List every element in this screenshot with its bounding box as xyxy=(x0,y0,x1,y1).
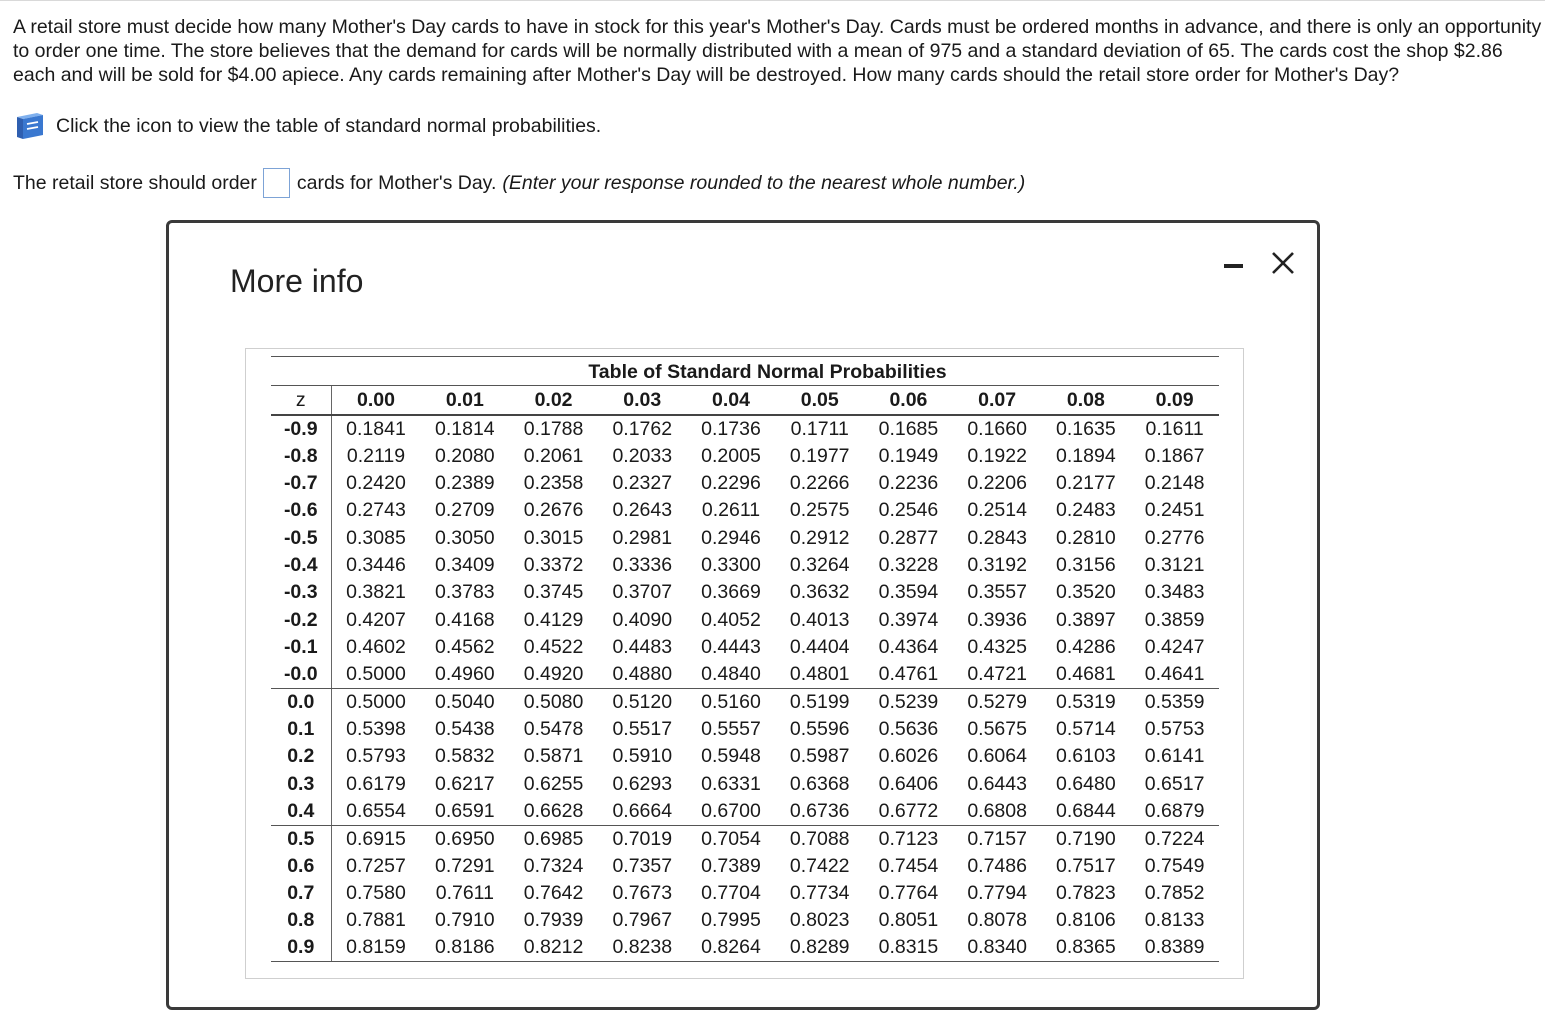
probability-cell: 0.6985 xyxy=(523,827,584,850)
probability-cell: 0.6517 xyxy=(1144,772,1205,795)
probability-cell: 0.7357 xyxy=(612,854,673,877)
row-z-value: -0.0 xyxy=(271,661,331,688)
probability-cell: 0.3446 xyxy=(346,553,406,576)
probability-cell: 0.2358 xyxy=(523,471,584,494)
probability-cell: 0.5359 xyxy=(1144,690,1205,713)
probability-cell: 0.2296 xyxy=(701,471,761,494)
probability-cell: 0.7642 xyxy=(523,882,584,905)
row-z-value: 0.5 xyxy=(271,825,331,852)
probability-cell: 0.4522 xyxy=(523,635,584,658)
probability-cell: 0.6480 xyxy=(1056,772,1116,795)
probability-cell: 0.4404 xyxy=(789,635,850,658)
row-z-value: 0.7 xyxy=(271,880,331,907)
probability-cell: 0.3897 xyxy=(1056,608,1116,631)
probability-cell: 0.1736 xyxy=(701,417,761,440)
probability-cell: 0.7389 xyxy=(701,854,761,877)
probability-cell: 0.6443 xyxy=(967,772,1027,795)
probability-cell: 0.7549 xyxy=(1144,854,1205,877)
probability-cell: 0.6293 xyxy=(612,772,673,795)
probability-cell: 0.6141 xyxy=(1144,745,1205,768)
probability-cell: 0.2776 xyxy=(1144,526,1205,549)
probability-cell: 0.3859 xyxy=(1144,608,1205,631)
column-header-z: z xyxy=(271,386,331,415)
probability-cell: 0.2611 xyxy=(701,499,761,522)
probability-cell: 0.7019 xyxy=(612,827,673,850)
table-row xyxy=(271,907,1219,934)
row-z-value: -0.6 xyxy=(271,497,331,524)
probability-cell: 0.4325 xyxy=(967,635,1027,658)
close-icon[interactable] xyxy=(1268,248,1298,278)
probability-cell: 0.6179 xyxy=(346,772,406,795)
probability-cell: 0.5319 xyxy=(1056,690,1116,713)
more-info-dialog xyxy=(166,220,1320,1010)
probability-cell: 0.5438 xyxy=(435,717,495,740)
probability-cell: 0.8212 xyxy=(509,935,598,962)
probability-cell: 0.8051 xyxy=(878,909,939,932)
probability-cell: 0.2033 xyxy=(612,444,673,467)
probability-cell: 0.5080 xyxy=(523,690,584,713)
probability-cell: 0.6026 xyxy=(878,745,939,768)
probability-cell: 0.7764 xyxy=(878,882,939,905)
probability-cell: 0.2061 xyxy=(523,444,584,467)
probability-cell: 0.2451 xyxy=(1144,499,1205,522)
probability-cell: 0.1841 xyxy=(346,417,406,440)
column-header: 0.04 xyxy=(687,386,776,415)
probability-cell: 0.1685 xyxy=(878,417,939,440)
probability-cell: 0.4129 xyxy=(523,608,584,631)
probability-cell: 0.1949 xyxy=(878,444,939,467)
table-row xyxy=(271,880,1219,907)
probability-cell: 0.2546 xyxy=(878,499,939,522)
column-header: 0.06 xyxy=(864,386,953,415)
table-row xyxy=(271,661,1219,688)
probability-cell: 0.3669 xyxy=(701,581,761,604)
column-header: 0.01 xyxy=(420,386,509,415)
probability-cell: 0.4168 xyxy=(435,608,495,631)
row-z-value: -0.7 xyxy=(271,470,331,497)
probability-cell: 0.7054 xyxy=(701,827,761,850)
probability-cell: 0.5239 xyxy=(878,690,939,713)
probability-cell: 0.3821 xyxy=(346,581,406,604)
column-header: 0.09 xyxy=(1130,386,1219,415)
probability-cell: 0.4960 xyxy=(420,661,509,688)
table-row xyxy=(271,853,1219,880)
table-header-row xyxy=(271,386,1219,415)
probability-cell: 0.7190 xyxy=(1056,827,1116,850)
row-z-value: 0.9 xyxy=(271,935,331,962)
probability-cell: 0.4801 xyxy=(775,661,864,688)
row-z-value: 0.3 xyxy=(271,770,331,797)
probability-cell: 0.3783 xyxy=(435,581,495,604)
probability-cell: 0.5675 xyxy=(967,717,1027,740)
probability-cell: 0.5517 xyxy=(612,717,673,740)
probability-cell: 0.6915 xyxy=(346,827,406,850)
probability-cell: 0.6217 xyxy=(435,772,495,795)
probability-cell: 0.4207 xyxy=(346,608,406,631)
table-row xyxy=(271,524,1219,551)
question-text xyxy=(13,15,1545,87)
probability-cell: 0.7123 xyxy=(878,827,939,850)
probability-cell: 0.2005 xyxy=(701,444,761,467)
probability-cell: 0.8264 xyxy=(687,935,776,962)
probability-cell: 0.8159 xyxy=(331,935,420,962)
probability-cell: 0.7967 xyxy=(612,909,673,932)
probability-cell: 0.5000 xyxy=(331,661,420,688)
probability-cell: 0.5793 xyxy=(346,745,406,768)
probability-cell: 0.7580 xyxy=(346,882,406,905)
probability-cell: 0.8389 xyxy=(1130,935,1219,962)
probability-cell: 0.2327 xyxy=(612,471,673,494)
probability-cell: 0.8315 xyxy=(864,935,953,962)
probability-cell: 0.4641 xyxy=(1130,661,1219,688)
answer-suffix: cards for Mother's Day. xyxy=(296,171,497,194)
table-row xyxy=(271,798,1219,825)
probability-cell: 0.8340 xyxy=(953,935,1042,962)
column-header: 0.02 xyxy=(509,386,598,415)
probability-cell: 0.3156 xyxy=(1056,553,1116,576)
probability-cell: 0.3085 xyxy=(346,526,406,549)
book-icon[interactable] xyxy=(13,111,46,141)
probability-cell: 0.3264 xyxy=(789,553,850,576)
probability-cell: 0.2843 xyxy=(967,526,1027,549)
probability-cell: 0.7224 xyxy=(1144,827,1205,850)
probability-cell: 0.3483 xyxy=(1144,581,1205,604)
probability-cell: 0.3594 xyxy=(878,581,939,604)
probability-cell: 0.2177 xyxy=(1056,471,1116,494)
probability-cell: 0.6103 xyxy=(1056,745,1116,768)
probability-cell: 0.1977 xyxy=(789,444,850,467)
probability-cell: 0.6808 xyxy=(953,798,1042,825)
close-button[interactable] xyxy=(1268,248,1298,278)
probability-cell: 0.8078 xyxy=(967,909,1027,932)
probability-cell: 0.3121 xyxy=(1144,553,1205,576)
probability-cell: 0.1711 xyxy=(790,417,849,440)
probability-cell: 0.5832 xyxy=(435,745,495,768)
probability-cell: 0.7486 xyxy=(967,854,1027,877)
table-info-link[interactable] xyxy=(13,111,601,141)
probability-cell: 0.1611 xyxy=(1145,417,1204,440)
row-z-value: 0.8 xyxy=(271,907,331,934)
probability-cell: 0.7422 xyxy=(789,854,850,877)
probability-cell: 0.6368 xyxy=(789,772,850,795)
probability-cell: 0.5910 xyxy=(612,745,673,768)
minimize-icon[interactable] xyxy=(1224,264,1243,268)
probability-cell: 0.7611 xyxy=(435,882,494,905)
row-z-value: 0.1 xyxy=(271,716,331,743)
row-z-value: 0.0 xyxy=(271,688,331,715)
probability-cell: 0.6664 xyxy=(598,798,687,825)
probability-cell: 0.2080 xyxy=(435,444,495,467)
probability-cell: 0.2877 xyxy=(878,526,939,549)
probability-cell: 0.6950 xyxy=(435,827,495,850)
column-header: 0.00 xyxy=(331,386,420,415)
probability-cell: 0.2148 xyxy=(1144,471,1205,494)
probability-cell: 0.5753 xyxy=(1144,717,1205,740)
column-header: 0.03 xyxy=(598,386,687,415)
probability-cell: 0.6736 xyxy=(775,798,864,825)
probability-cell: 0.1660 xyxy=(967,417,1027,440)
probability-cell: 0.4247 xyxy=(1144,635,1205,658)
probability-cell: 0.3632 xyxy=(789,581,850,604)
top-divider xyxy=(0,0,1545,1)
probability-cell: 0.5596 xyxy=(789,717,850,740)
probability-cell: 0.2709 xyxy=(435,499,495,522)
probability-cell: 0.3557 xyxy=(967,581,1027,604)
column-header: 0.07 xyxy=(953,386,1042,415)
probability-cell: 0.2912 xyxy=(789,526,850,549)
probability-cell: 0.2483 xyxy=(1056,499,1116,522)
probability-cell: 0.2643 xyxy=(612,499,673,522)
probability-cell: 0.3300 xyxy=(701,553,761,576)
probability-cell: 0.5160 xyxy=(701,690,761,713)
row-z-value: 0.6 xyxy=(271,853,331,880)
probability-cell: 0.7852 xyxy=(1144,882,1205,905)
probability-cell: 0.1922 xyxy=(967,444,1027,467)
table-row xyxy=(271,470,1219,497)
probability-cell: 0.2575 xyxy=(789,499,850,522)
probability-cell: 0.4840 xyxy=(687,661,776,688)
answer-line xyxy=(13,167,1025,199)
probability-cell: 0.6700 xyxy=(687,798,776,825)
probability-cell: 0.7517 xyxy=(1056,854,1116,877)
probability-cell: 0.6591 xyxy=(420,798,509,825)
probability-cell: 0.7324 xyxy=(523,854,584,877)
probability-cell: 0.1762 xyxy=(612,417,673,440)
probability-cell: 0.6255 xyxy=(523,772,584,795)
probability-cell: 0.7088 xyxy=(789,827,850,850)
probability-cell: 0.3936 xyxy=(967,608,1027,631)
table-frame xyxy=(245,348,1244,979)
dialog-title: More info xyxy=(230,263,364,299)
probability-cell: 0.6331 xyxy=(701,772,761,795)
normal-probability-table xyxy=(271,356,1219,962)
row-z-value: 0.4 xyxy=(271,798,331,825)
row-z-value: 0.2 xyxy=(271,743,331,770)
probability-cell: 0.4052 xyxy=(701,608,761,631)
probability-cell: 0.5040 xyxy=(435,690,495,713)
probability-cell: 0.8289 xyxy=(775,935,864,962)
table-row xyxy=(271,552,1219,579)
probability-cell: 0.8365 xyxy=(1042,935,1131,962)
row-z-value: -0.4 xyxy=(271,552,331,579)
probability-cell: 0.6879 xyxy=(1130,798,1219,825)
probability-cell: 0.3745 xyxy=(523,581,584,604)
probability-cell: 0.4880 xyxy=(598,661,687,688)
probability-cell: 0.4443 xyxy=(701,635,761,658)
probability-cell: 0.7939 xyxy=(523,909,584,932)
probability-cell: 0.5987 xyxy=(789,745,850,768)
table-row xyxy=(271,935,1219,962)
probability-cell: 0.7704 xyxy=(701,882,761,905)
table-row xyxy=(271,606,1219,633)
probability-cell: 0.5478 xyxy=(523,717,584,740)
probability-cell: 0.2514 xyxy=(967,499,1027,522)
row-z-value: -0.2 xyxy=(271,606,331,633)
probability-cell: 0.5714 xyxy=(1056,717,1116,740)
probability-cell: 0.2743 xyxy=(346,499,406,522)
probability-cell: 0.1814 xyxy=(435,417,495,440)
row-z-value: -0.1 xyxy=(271,634,331,661)
probability-cell: 0.4286 xyxy=(1056,635,1116,658)
table-scroll-area xyxy=(271,356,1219,962)
probability-cell: 0.4681 xyxy=(1042,661,1131,688)
row-z-value: -0.3 xyxy=(271,579,331,606)
question-paragraph: A retail store must decide how many Mother's Day cards to have in stock for this year's Mother's Day. Cards must be ordered months in advance, and there is only an opportunity to order one time. The store believes that the demand for cards will be normally distributed with a mean of 975 and a standard deviation of 65. The cards cost the shop $2.86 each and will be sold for $4.00 apiece. Any cards remaining after Mother's Day will be destroyed. How many cards should the retail store order for Mother's Day? xyxy=(13,16,1542,86)
probability-cell: 0.2266 xyxy=(789,471,850,494)
probability-cell: 0.3707 xyxy=(612,581,673,604)
probability-cell: 0.4483 xyxy=(612,635,673,658)
probability-cell: 0.4920 xyxy=(509,661,598,688)
probability-cell: 0.8106 xyxy=(1056,909,1116,932)
probability-cell: 0.3050 xyxy=(435,526,495,549)
info-link-label[interactable]: Click the icon to view the table of standard normal probabilities. xyxy=(56,114,602,137)
table-row xyxy=(271,770,1219,797)
probability-cell: 0.8186 xyxy=(420,935,509,962)
table-row xyxy=(271,634,1219,661)
probability-cell: 0.3520 xyxy=(1056,581,1116,604)
table-row xyxy=(271,415,1219,442)
probability-cell: 0.8023 xyxy=(789,909,850,932)
table-row xyxy=(271,442,1219,469)
probability-cell: 0.4721 xyxy=(953,661,1042,688)
table-row xyxy=(271,825,1219,852)
probability-cell: 0.7910 xyxy=(435,909,495,932)
table-row xyxy=(271,497,1219,524)
probability-cell: 0.5120 xyxy=(612,690,673,713)
probability-cell: 0.7995 xyxy=(701,909,761,932)
answer-prefix: The retail store should order xyxy=(13,171,257,194)
probability-cell: 0.6772 xyxy=(864,798,953,825)
probability-cell: 0.2236 xyxy=(878,471,939,494)
table-row xyxy=(271,579,1219,606)
probability-cell: 0.6406 xyxy=(878,772,939,795)
probability-cell: 0.7257 xyxy=(346,854,406,877)
probability-cell: 0.5948 xyxy=(701,745,761,768)
probability-cell: 0.6628 xyxy=(509,798,598,825)
answer-hint: (Enter your response rounded to the nearest whole number.) xyxy=(502,171,1026,194)
probability-cell: 0.2981 xyxy=(612,526,673,549)
row-z-value: -0.8 xyxy=(271,442,331,469)
probability-cell: 0.5636 xyxy=(878,717,939,740)
probability-cell: 0.5871 xyxy=(523,745,584,768)
probability-cell: 0.5000 xyxy=(346,690,406,713)
probability-cell: 0.4602 xyxy=(346,635,406,658)
probability-cell: 0.8133 xyxy=(1144,909,1205,932)
probability-cell: 0.3228 xyxy=(878,553,939,576)
probability-cell: 0.7734 xyxy=(789,882,850,905)
table-row xyxy=(271,743,1219,770)
probability-cell: 0.2676 xyxy=(523,499,584,522)
probability-cell: 0.1788 xyxy=(523,417,584,440)
probability-cell: 0.6554 xyxy=(331,798,420,825)
table-row xyxy=(271,688,1219,715)
probability-cell: 0.4013 xyxy=(789,608,850,631)
probability-cell: 0.2206 xyxy=(967,471,1027,494)
probability-cell: 0.1635 xyxy=(1056,417,1116,440)
probability-cell: 0.4562 xyxy=(435,635,495,658)
probability-cell: 0.7881 xyxy=(346,909,406,932)
table-body xyxy=(271,415,1219,962)
probability-cell: 0.8238 xyxy=(598,935,687,962)
probability-cell: 0.3974 xyxy=(878,608,939,631)
answer-input[interactable] xyxy=(263,168,290,198)
probability-cell: 0.4090 xyxy=(612,608,673,631)
probability-cell: 0.3336 xyxy=(612,553,673,576)
probability-cell: 0.7673 xyxy=(612,882,673,905)
probability-cell: 0.3192 xyxy=(967,553,1027,576)
probability-cell: 0.5279 xyxy=(967,690,1027,713)
probability-cell: 0.7823 xyxy=(1056,882,1116,905)
probability-cell: 0.7291 xyxy=(435,854,495,877)
probability-cell: 0.6064 xyxy=(967,745,1027,768)
probability-cell: 0.1867 xyxy=(1144,444,1205,467)
probability-cell: 0.3372 xyxy=(523,553,584,576)
column-header: 0.08 xyxy=(1042,386,1131,415)
probability-cell: 0.7157 xyxy=(967,827,1027,850)
probability-cell: 0.5199 xyxy=(789,690,850,713)
probability-cell: 0.5557 xyxy=(701,717,761,740)
table-row xyxy=(271,716,1219,743)
probability-cell: 0.3409 xyxy=(435,553,495,576)
row-z-value: -0.5 xyxy=(271,524,331,551)
probability-cell: 0.1894 xyxy=(1056,444,1116,467)
table-caption: Table of Standard Normal Probabilities xyxy=(271,356,1219,386)
row-z-value: -0.9 xyxy=(271,415,331,442)
probability-cell: 0.6844 xyxy=(1042,798,1131,825)
probability-cell: 0.2810 xyxy=(1056,526,1116,549)
minimize-button[interactable] xyxy=(1221,254,1247,276)
probability-cell: 0.4761 xyxy=(864,661,953,688)
probability-cell: 0.5398 xyxy=(346,717,406,740)
probability-cell: 0.2389 xyxy=(435,471,495,494)
probability-cell: 0.2420 xyxy=(346,471,406,494)
probability-cell: 0.3015 xyxy=(523,526,584,549)
probability-cell: 0.2946 xyxy=(701,526,761,549)
probability-cell: 0.2119 xyxy=(346,444,406,467)
probability-cell: 0.7454 xyxy=(878,854,939,877)
column-header: 0.05 xyxy=(775,386,864,415)
probability-cell: 0.7794 xyxy=(967,882,1027,905)
probability-cell: 0.4364 xyxy=(878,635,939,658)
